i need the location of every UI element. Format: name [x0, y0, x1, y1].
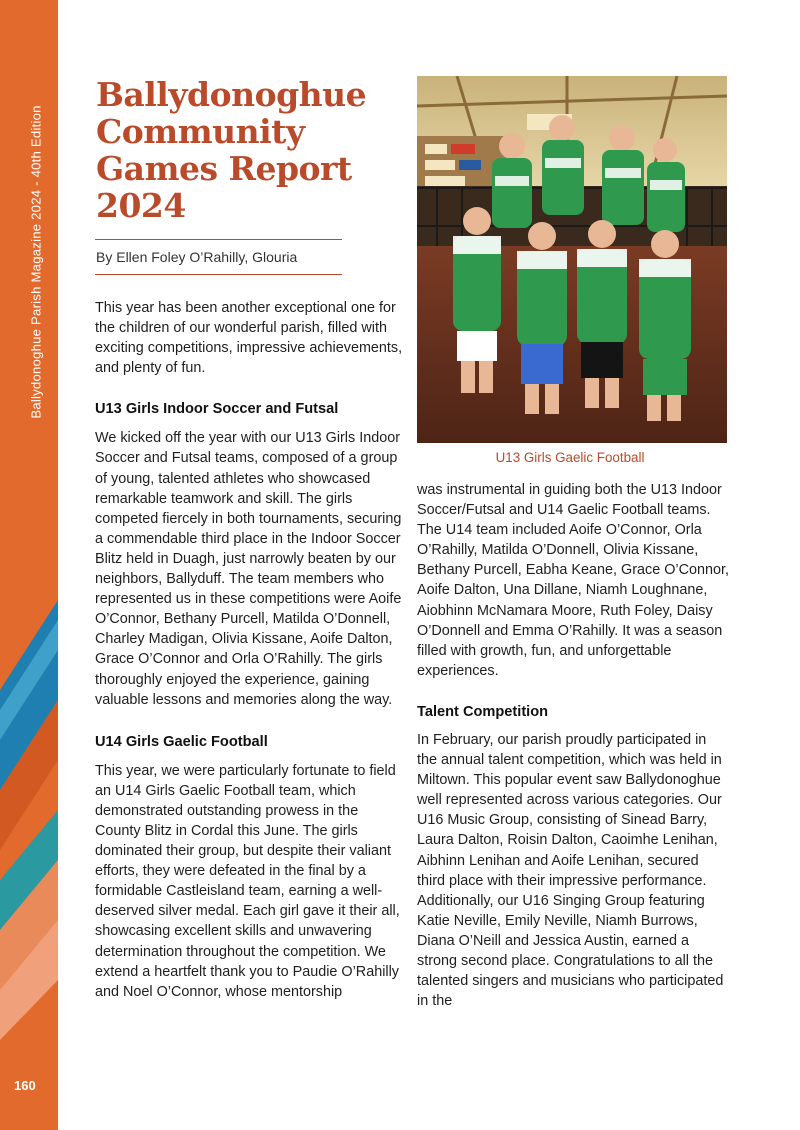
- photo-caption: U13 Girls Gaelic Football: [495, 450, 645, 465]
- section-heading-soccer: U13 Girls Indoor Soccer and Futsal: [95, 401, 339, 418]
- team-photo-illustration: [417, 76, 727, 443]
- team-photo: [417, 76, 727, 443]
- section-heading-talent: Talent Competition: [417, 703, 549, 720]
- article-byline: By Ellen Foley O’Rahilly, Glouria: [96, 249, 298, 265]
- gaelic-paragraph: This year, we were particularly fortunate to field an U14 Girls Gaelic Football team, which demonstrated outstanding prowess in the County Blitz in Cordal this June. The girls dominated their group, but despite their valiant efforts, they were defeated in the final by a formidable Castleisland team, earning a well-deserved silver medal. Each girl gave it their all, showcasing excellent skills and unwavering determination throughout the competition. We extend a heartfelt thank you to Paudie O’Rahilly and Noel O’Connor, whose mentorship: [95, 762, 400, 1000]
- magazine-edition-label: Ballydonoghue Parish Magazine 2024 - 40th Edition: [28, 105, 44, 419]
- right-column: [417, 480, 729, 1011]
- soccer-paragraph: We kicked off the year with our U13 Girls Indoor Soccer and Futsal teams, composed of a group of young, talented athletes who showcased remarkable teamwork and skill. The girls competed fiercely in both tournaments, securing a commendable third place in the Indoor Soccer Blitz held in Duagh, just narrowly beaten by our neighbors, Ballyduff. The team members who represented us in these competitions were Aoife O’Connor, Bethany Purcell, Matilda O’Donnell, Charley Madigan, Olivia Kissane, Aoife Dalton, Grace O’Connor and Orla O’Rahilly. The girls thoroughly enjoyed the experience, gaining valuable lessons and memories along the way.: [95, 430, 402, 708]
- intro-paragraph: This year has been another exceptional one for the children of our wonderful parish, filled with exciting competitions, impressive achievements, and plenty of fun.: [95, 300, 403, 377]
- left-column: [95, 298, 407, 1002]
- byline-rule: [95, 239, 342, 275]
- article-title: Ballydonoghue Community Games Report 2024: [96, 75, 367, 225]
- talent-paragraph: In February, our parish proudly participated in the annual talent competition, which was held in Miltown. This popular event saw Ballydonoghue well represented across various categories. Our U16 Music Group, consisting of Sinead Barry, Laura Dalton, Roisin Dalton, Caoimhe Lenihan, Aibhinn Lenihan and Aoife Lenihan, secured third place with their impressive performance. Additionally, our U16 Singing Group featuring Katie Neville, Emily Neville, Niamh Burrows, Diana O’Neill and Jessica Austin, earned a strong second place. Congratulations to all the talented singers and musicians who participated in the: [417, 731, 724, 1010]
- page-number: 160: [14, 1078, 36, 1093]
- gaelic-paragraph-continued: was instrumental in guiding both the U13 Indoor Soccer/Futsal and U14 Gaelic Football teams. The U14 team included Aoife O’Connor, Orla O’Rahilly, Matilda O’Donnell, Olivia Kissane, Bethany Purcell, Eabha Keane, Grace O’Connor, Aoife Dalton, Una Dillane, Niamh Loughnane, Aiobhinn McNamara Moore, Ruth Foley, Daisy O’Donnell and Emma O’Rahilly. It was a season filled with growth, fun, and unforgettable experiences.: [417, 482, 729, 679]
- sidebar-stripe: [0, 0, 58, 1130]
- section-heading-gaelic: U14 Girls Gaelic Football: [95, 733, 268, 750]
